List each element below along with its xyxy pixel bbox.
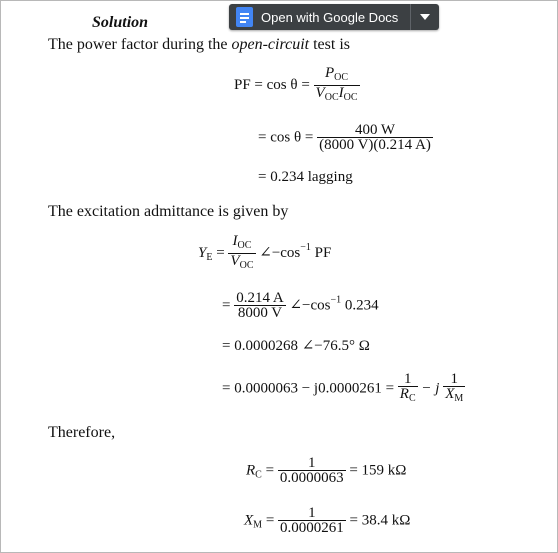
intro-paragraph — [48, 36, 350, 54]
pf-den-i: I — [338, 85, 344, 101]
pf-values-equation — [258, 123, 433, 153]
ye-num-sub: OC — [237, 240, 252, 251]
rc-reciprocal-den: R — [399, 386, 409, 402]
ye-num-main: I — [232, 233, 238, 249]
pf-lhs: PF = cos θ = — [234, 76, 310, 93]
pf-values-den: (8000 V)(0.214 A) — [319, 137, 431, 153]
ye-values-eq: = — [222, 297, 231, 314]
pf-values-fraction — [317, 123, 433, 153]
pf-den-v: V — [315, 85, 325, 101]
admittance-definition-equation — [198, 234, 331, 273]
ye-angle-sup: −1 — [300, 241, 311, 253]
rc-reciprocal-num: 1 — [403, 371, 412, 387]
ye-values-den: 8000 V — [234, 305, 286, 321]
xm-den: 0.0000261 — [280, 520, 344, 536]
xm-reciprocal-den: X — [445, 386, 455, 402]
solution-heading: Solution — [92, 14, 149, 31]
ye-lhs-sub: E — [206, 251, 213, 263]
rc-num: 1 — [307, 455, 316, 471]
rc-reciprocal-den-sub: C — [408, 393, 416, 404]
rc-fraction — [278, 456, 346, 486]
xm-reciprocal-fraction — [443, 372, 465, 406]
ye-angle-tail: PF — [310, 244, 332, 261]
chevron-down-icon[interactable] — [411, 4, 439, 30]
pf-num-main: P — [325, 65, 335, 81]
ye-den-sub: OC — [239, 260, 254, 271]
ye-values-angle-tail: 0.234 — [341, 297, 379, 314]
xm-eq: = — [265, 512, 275, 529]
xm-reciprocal-num: 1 — [450, 371, 458, 387]
admittance-intro: The excitation admittance is given by — [48, 203, 289, 220]
rc-den: 0.0000063 — [279, 470, 344, 486]
ye-values-angle: ∠−cos — [289, 297, 331, 314]
rc-equation — [246, 456, 406, 486]
google-docs-icon — [236, 7, 253, 27]
intro-emphasis: open-circuit — [231, 36, 310, 53]
open-with-google-docs-label: Open with Google Docs — [261, 9, 399, 25]
pf-values-lhs: = cos θ = — [258, 129, 314, 146]
open-with-google-docs-button[interactable] — [229, 4, 439, 30]
admittance-polar: = 0.0000268 ∠−76.5° Ω — [222, 338, 370, 354]
xm-result: = 38.4 kΩ — [349, 512, 411, 529]
intro-text-after: test is — [309, 36, 350, 53]
rc-reciprocal-fraction — [398, 372, 418, 406]
ye-values-fraction — [234, 291, 286, 321]
xm-num: 1 — [308, 505, 316, 521]
ye-rect-text: = 0.0000063 − j0.0000261 = — [222, 380, 395, 397]
ye-values-num: 0.214 A — [236, 290, 284, 306]
admittance-rectangular-equation — [222, 372, 465, 406]
rc-lhs-sub: C — [255, 469, 262, 481]
pf-result: = 0.234 lagging — [258, 169, 353, 185]
pf-definition-equation — [234, 66, 360, 105]
rc-result: = 159 kΩ — [349, 462, 407, 479]
pf-fraction — [314, 66, 360, 105]
intro-text-before: The power factor during the — [48, 36, 232, 53]
ye-fraction — [228, 234, 255, 273]
pf-values-num: 400 W — [354, 122, 396, 138]
ye-eq: = — [216, 244, 225, 261]
xm-fraction — [278, 506, 346, 536]
therefore-text: Therefore, — [48, 424, 116, 441]
pf-num-sub: OC — [334, 72, 349, 83]
xm-reciprocal-den-sub: M — [454, 393, 464, 404]
pf-den-v-sub: OC — [324, 92, 339, 103]
admittance-values-equation — [222, 291, 379, 321]
ye-den-main: V — [230, 253, 240, 269]
pf-den-i-sub: OC — [343, 92, 358, 103]
ye-values-angle-sup: −1 — [330, 294, 342, 306]
minus-j: − j — [421, 380, 440, 397]
ye-angle: ∠−cos — [259, 244, 301, 261]
rc-eq: = — [265, 462, 275, 479]
xm-lhs-main: X — [244, 512, 254, 529]
xm-equation — [244, 506, 410, 536]
ye-lhs-main: Y — [198, 244, 207, 261]
xm-lhs-sub: M — [253, 519, 263, 531]
rc-lhs-main: R — [246, 462, 256, 479]
